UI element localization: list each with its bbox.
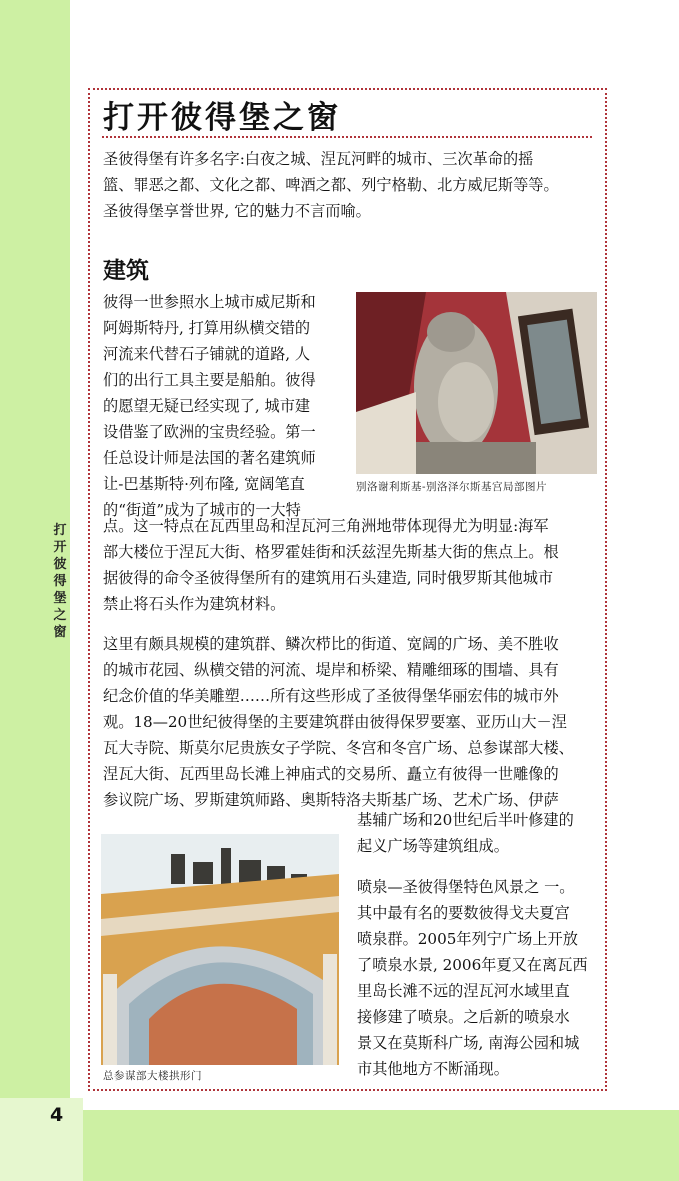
intro-line: 圣彼得堡享誉世界, 它的魅力不言而喻。 xyxy=(103,202,371,220)
text-line: 让-巴基斯特·列布隆, 宽阔笔直 xyxy=(103,475,305,493)
text-line: 任总设计师是法国的著名建筑师 xyxy=(103,449,316,467)
page-number-tab xyxy=(0,1098,83,1181)
text-line: 的愿望无疑已经实现了, 城市建 xyxy=(103,397,311,415)
intro-paragraph xyxy=(103,146,559,224)
paragraph-2 xyxy=(103,631,574,813)
text-line: 的“街道”成为了城市的一大特 xyxy=(103,501,301,519)
atlas-statue-image xyxy=(356,292,597,474)
text-line: 喷泉群。2005年列宁广场上开放 xyxy=(357,930,578,948)
photo-caption: 总参谋部大楼拱形门 xyxy=(103,1070,202,1082)
paragraph-2-column xyxy=(357,807,574,859)
text-line: 了喷泉水景, 2006年夏又在离瓦西 xyxy=(357,956,588,974)
text-line: 部大楼位于涅瓦大街、格罗霍娃街和沃兹涅先斯基大街的焦点上。根 xyxy=(103,543,559,561)
section-heading: 建筑 xyxy=(103,258,149,284)
paragraph-3-fountains xyxy=(357,874,588,1082)
intro-line: 篮、罪恶之都、文化之都、啤酒之都、列宁格勒、北方威尼斯等等。 xyxy=(103,176,559,194)
text-line: 设借鉴了欧洲的宝贵经验。第一 xyxy=(103,423,316,441)
footer-band xyxy=(83,1110,679,1181)
paragraph-1-continued xyxy=(103,513,559,617)
text-line: 喷泉—圣彼得堡特色风景之 一。 xyxy=(357,878,575,896)
text-line: 观。18—20世纪彼得堡的主要建筑群由彼得保罗要塞、亚历山大－涅 xyxy=(103,713,567,731)
page-title: 打开彼得堡之窗 xyxy=(103,100,341,136)
text-line: 景又在莫斯科广场, 南海公园和城 xyxy=(357,1034,580,1052)
text-line: 其中最有名的要数彼得戈夫夏宫 xyxy=(357,904,570,922)
text-line: 涅瓦大街、瓦西里岛长滩上神庙式的交易所、矗立有彼得一世雕像的 xyxy=(103,765,559,783)
text-line: 禁止将石头作为建筑材料。 xyxy=(103,595,286,613)
arch-image xyxy=(101,834,339,1065)
text-line: 纪念价值的华美雕塑……所有这些形成了圣彼得堡华丽宏伟的城市外 xyxy=(103,687,559,705)
text-line: 里岛长滩不远的涅瓦河水域里直 xyxy=(357,982,570,1000)
text-line: 们的出行工具主要是船舶。彼得 xyxy=(103,371,316,389)
text-line: 市其他地方不断涌现。 xyxy=(357,1060,509,1078)
text-line: 起义广场等建筑组成。 xyxy=(357,837,509,855)
general-staff-arch-photo xyxy=(101,834,339,1065)
text-line: 河流来代替石子铺就的道路, 人 xyxy=(103,345,311,363)
photo-caption: 别洛谢利斯基-别洛泽尔斯基宫局部图片 xyxy=(356,481,548,493)
text-line: 瓦大寺院、斯莫尔尼贵族女子学院、冬宫和冬宫广场、总参谋部大楼、 xyxy=(103,739,574,757)
text-line: 这里有颇具规模的建筑群、鳞次栉比的街道、宽阔的广场、美不胜收 xyxy=(103,635,559,653)
page-number: 4 xyxy=(50,1104,64,1126)
text-line: 点。这一特点在瓦西里岛和涅瓦河三角洲地带体现得尤为明显:海军 xyxy=(103,517,549,535)
chapter-side-label: 打开彼得堡之窗 xyxy=(53,523,67,640)
text-line: 据彼得的命令圣彼得堡所有的建筑用石头建造, 同时俄罗斯其他城市 xyxy=(103,569,554,587)
text-line: 阿姆斯特丹, 打算用纵横交错的 xyxy=(103,319,311,337)
paragraph-1-column xyxy=(103,289,316,523)
title-divider xyxy=(102,136,592,138)
palace-detail-photo xyxy=(356,292,597,474)
text-line: 的城市花园、纵横交错的河流、堤岸和桥梁、精雕细琢的围墙、具有 xyxy=(103,661,559,679)
text-line: 参议院广场、罗斯建筑师路、奥斯特洛夫斯基广场、艺术广场、伊萨 xyxy=(103,791,559,809)
text-line: 基辅广场和20世纪后半叶修建的 xyxy=(357,811,574,829)
text-line: 彼得一世参照水上城市威尼斯和 xyxy=(103,293,316,311)
text-line: 接修建了喷泉。之后新的喷泉水 xyxy=(357,1008,570,1026)
intro-line: 圣彼得堡有许多名字:白夜之城、涅瓦河畔的城市、三次革命的摇 xyxy=(103,150,534,168)
